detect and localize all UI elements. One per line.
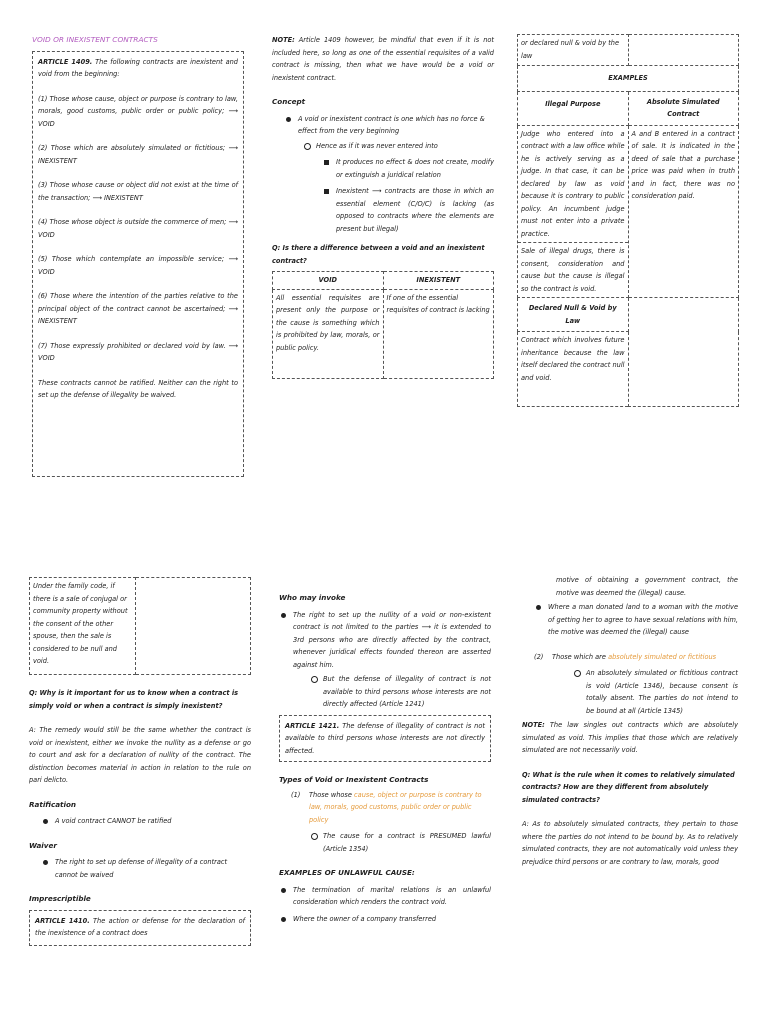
who-may-invoke-sub: But the defense of illegality of contract is not available to third persons whose interests are not directly affected (Article 1241) xyxy=(309,673,491,711)
illegal-purpose-example-1: Judge who entered into a contract with a law office while he is actively serving as a judge. In that case, it can be declared by law as void because it is contrary to public policy. An incumbent judge must not enter into a private practice. xyxy=(518,126,628,244)
note-label: NOTE: xyxy=(272,36,295,44)
concept-square-1: It produces no effect & does not create, modify or extinguish a juridical relation xyxy=(322,156,494,181)
article-text: The defense of illegality of contract is not available to third persons whose interests are not directly affected. xyxy=(285,721,485,755)
family-code-text: Under the family code, if there is a sale of conjugal or community property without the consent of the other spouse, then the sale is considered to be null and void. xyxy=(30,578,136,675)
types-item-1 xyxy=(291,789,491,827)
examples-table xyxy=(517,34,739,407)
illegal-purpose-text xyxy=(518,125,629,298)
examples-heading: EXAMPLES xyxy=(518,66,739,92)
concept-square-2: Inexistent ⟶ contracts are those in which an essential element (C/O/C) is lacking (as opposed to contracts where the elements are present but illegal) xyxy=(322,185,494,235)
empty-cell xyxy=(628,298,739,407)
article-1409-box xyxy=(32,51,244,477)
p1-col1 xyxy=(32,34,244,477)
note xyxy=(522,719,738,757)
article-item: (7) Those expressly prohibited or declared void by law. ⟶ VOID xyxy=(38,341,238,362)
waiver-heading: Waiver xyxy=(29,840,57,850)
void-inexistent-table xyxy=(272,271,494,379)
question: Q: What is the rule when it comes to relatively simulated contracts? How are they different from absolutely simulated contracts? xyxy=(522,770,735,804)
article-1410-box xyxy=(29,910,251,946)
p2-col3 xyxy=(522,574,738,868)
article-item: (2) Those which are absolutely simulated or fictitious; ⟶ INEXISTENT xyxy=(38,144,238,165)
article-item: (1) Those whose cause, object or purpose is contrary to law, morals, good customs, public order or public policy; ⟶ VOID xyxy=(38,94,238,128)
waiver-bullet: The right to set up defense of illegality of a contract cannot be waived xyxy=(41,856,251,881)
question: Q: Why is it important for us to know when a contract is simply void or when a contract is simply inexistent? xyxy=(29,689,239,710)
article-item: (3) Those whose cause or object did not exist at the time of the transaction; ⟶ INEXISTENT xyxy=(38,181,238,202)
family-code-table xyxy=(29,577,251,675)
types-item-2-sub: An absolutely simulated or fictitious contract is void (Article 1346), because consent is totally absent. The parties do not intend to be bound at all (Article 1345) xyxy=(572,667,738,717)
note-label: NOTE: xyxy=(522,721,545,729)
ratification-bullet: A void contract CANNOT be ratified xyxy=(41,815,251,828)
answer: A: As to absolutely simulated contracts, they pertain to those where the parties do not intend to be bound by. As to relatively simulated contracts, they are not automatically void unless they prejudice third persons or are contrary to law, morals, good xyxy=(522,820,738,866)
illegal-purpose-heading: Illegal Purpose xyxy=(518,91,629,125)
article-head: ARTICLE 1421. xyxy=(285,721,340,730)
note-text: Article 1409 however, be mindful that even if it is not included here, so long as one of the essential requisites of a valid contract is missing, then what we have would be a void or inexistent contract. xyxy=(272,36,494,82)
absolute-simulated-heading: Absolute Simulated Contract xyxy=(628,91,739,125)
unlawful-cause-heading: EXAMPLES OF UNLAWFUL CAUSE: xyxy=(279,868,415,877)
types-item-highlight: cause, object or purpose is contrary to law, morals, good customs, public order or public policy xyxy=(309,790,482,824)
table-cell-inexistent: If one of the essential requisites of contract is lacking xyxy=(383,289,494,378)
article-item: (4) Those whose object is outside the commerce of men; ⟶ VOID xyxy=(38,218,238,239)
article-1421-box xyxy=(279,715,491,763)
p2-col1 xyxy=(29,577,251,946)
types-item-number: (1) xyxy=(291,790,301,799)
table-head-inexistent: INEXISTENT xyxy=(383,272,494,290)
unlawful-example-1: The termination of marital relations is an unlawful consideration which renders the contract void. xyxy=(279,884,491,909)
concept-sub: Hence as if it was never entered into xyxy=(302,140,494,153)
types-item-prefix: Those whose xyxy=(309,790,352,799)
who-may-invoke-heading: Who may invoke xyxy=(279,593,346,602)
p2-col2 xyxy=(279,592,491,925)
empty-cell xyxy=(136,578,251,675)
declared-void-text: Contract which involves future inheritance because the law itself declared the contract null and void. xyxy=(518,332,629,407)
types-item-number: (2) xyxy=(534,652,544,661)
article-text: The action or defense for the declaration of the inexistence of a contract does xyxy=(35,916,245,937)
motive-bullet: Where a man donated land to a woman with the motive of getting her to agree to have sexual relations with him, the motive was deemed the (illegal) cause xyxy=(534,601,738,639)
section-title: VOID OR INEXISTENT CONTRACTS xyxy=(32,35,158,44)
table-cell-void: All essential requisites are present only the purpose or the cause is something which is prohibited by law, morals, or public policy. xyxy=(273,289,384,378)
concept-heading: Concept xyxy=(272,97,306,106)
types-heading: Types of Void or Inexistent Contracts xyxy=(279,775,429,784)
table-head-void: VOID xyxy=(273,272,384,290)
absolute-simulated-text: A and B entered in a contract of sale. It is indicated in the deed of sale that a purchase price was paid when in truth and in fact, there was no consideration paid. xyxy=(628,125,739,298)
question: Q: Is there a difference between a void and an inexistent contract? xyxy=(272,244,485,265)
declared-void-heading: Declared Null & Void by Law xyxy=(518,298,629,332)
p1-col3 xyxy=(517,34,739,407)
types-item-2 xyxy=(534,651,738,664)
illegal-purpose-example-2: Sale of illegal drugs, there is consent, consideration and cause but the cause is illegal so the contract is void. xyxy=(521,247,625,293)
unlawful-example-2: Where the owner of a company transferred xyxy=(279,913,491,926)
types-sub: The cause for a contract is PRESUMED lawful (Article 1354) xyxy=(309,830,491,855)
concept-bullet: A void or inexistent contract is one which has no force & effect from the very beginning xyxy=(284,113,494,138)
types-item-prefix: Those which are xyxy=(552,652,606,661)
article-intro: The following contracts are inexistent and void from the beginning: xyxy=(38,57,238,78)
article-item: (5) Those which contemplate an impossible service; ⟶ VOID xyxy=(38,255,238,276)
top-empty-cell xyxy=(628,35,739,66)
top-continuation: or declared null & void by the law xyxy=(518,35,629,66)
p1-col2 xyxy=(272,34,494,379)
article-head: ARTICLE 1410. xyxy=(35,916,90,925)
ratification-heading: Ratification xyxy=(29,799,77,809)
article-head: ARTICLE 1409. xyxy=(38,57,93,66)
continuation-text: motive of obtaining a government contract, the motive was deemed the (illegal) cause. xyxy=(556,576,738,597)
note-text: The law singles out contracts which are absolutely simulated as void. This implies that those which are relatively simulated are not necessarily void. xyxy=(522,721,738,754)
article-closing: These contracts cannot be ratified. Neither can the right to set up the defense of illegality be waived. xyxy=(38,378,238,399)
article-item: (6) Those where the intention of the parties relative to the principal object of the contract cannot be ascertained; ⟶ INEXISTENT xyxy=(38,292,238,325)
who-may-invoke-bullet: The right to set up the nullity of a void or non-existent contract is not limited to the parties ⟶ it is extended to 3rd persons who are directly affected by the contract, whenever juridical effects founded thereon are asserted against him. xyxy=(279,609,491,672)
imprescriptible-heading: Imprescriptible xyxy=(29,894,91,903)
answer: A: The remedy would still be the same whether the contract is void or inexistent, either we invoke the nullity as a defense or go to court and ask for a declaration of nullity of the contract. The distinction becomes material in action in relation to the rule on pari delicto. xyxy=(29,726,251,784)
types-item-highlight: absolutely simulated or fictitious xyxy=(608,652,717,661)
